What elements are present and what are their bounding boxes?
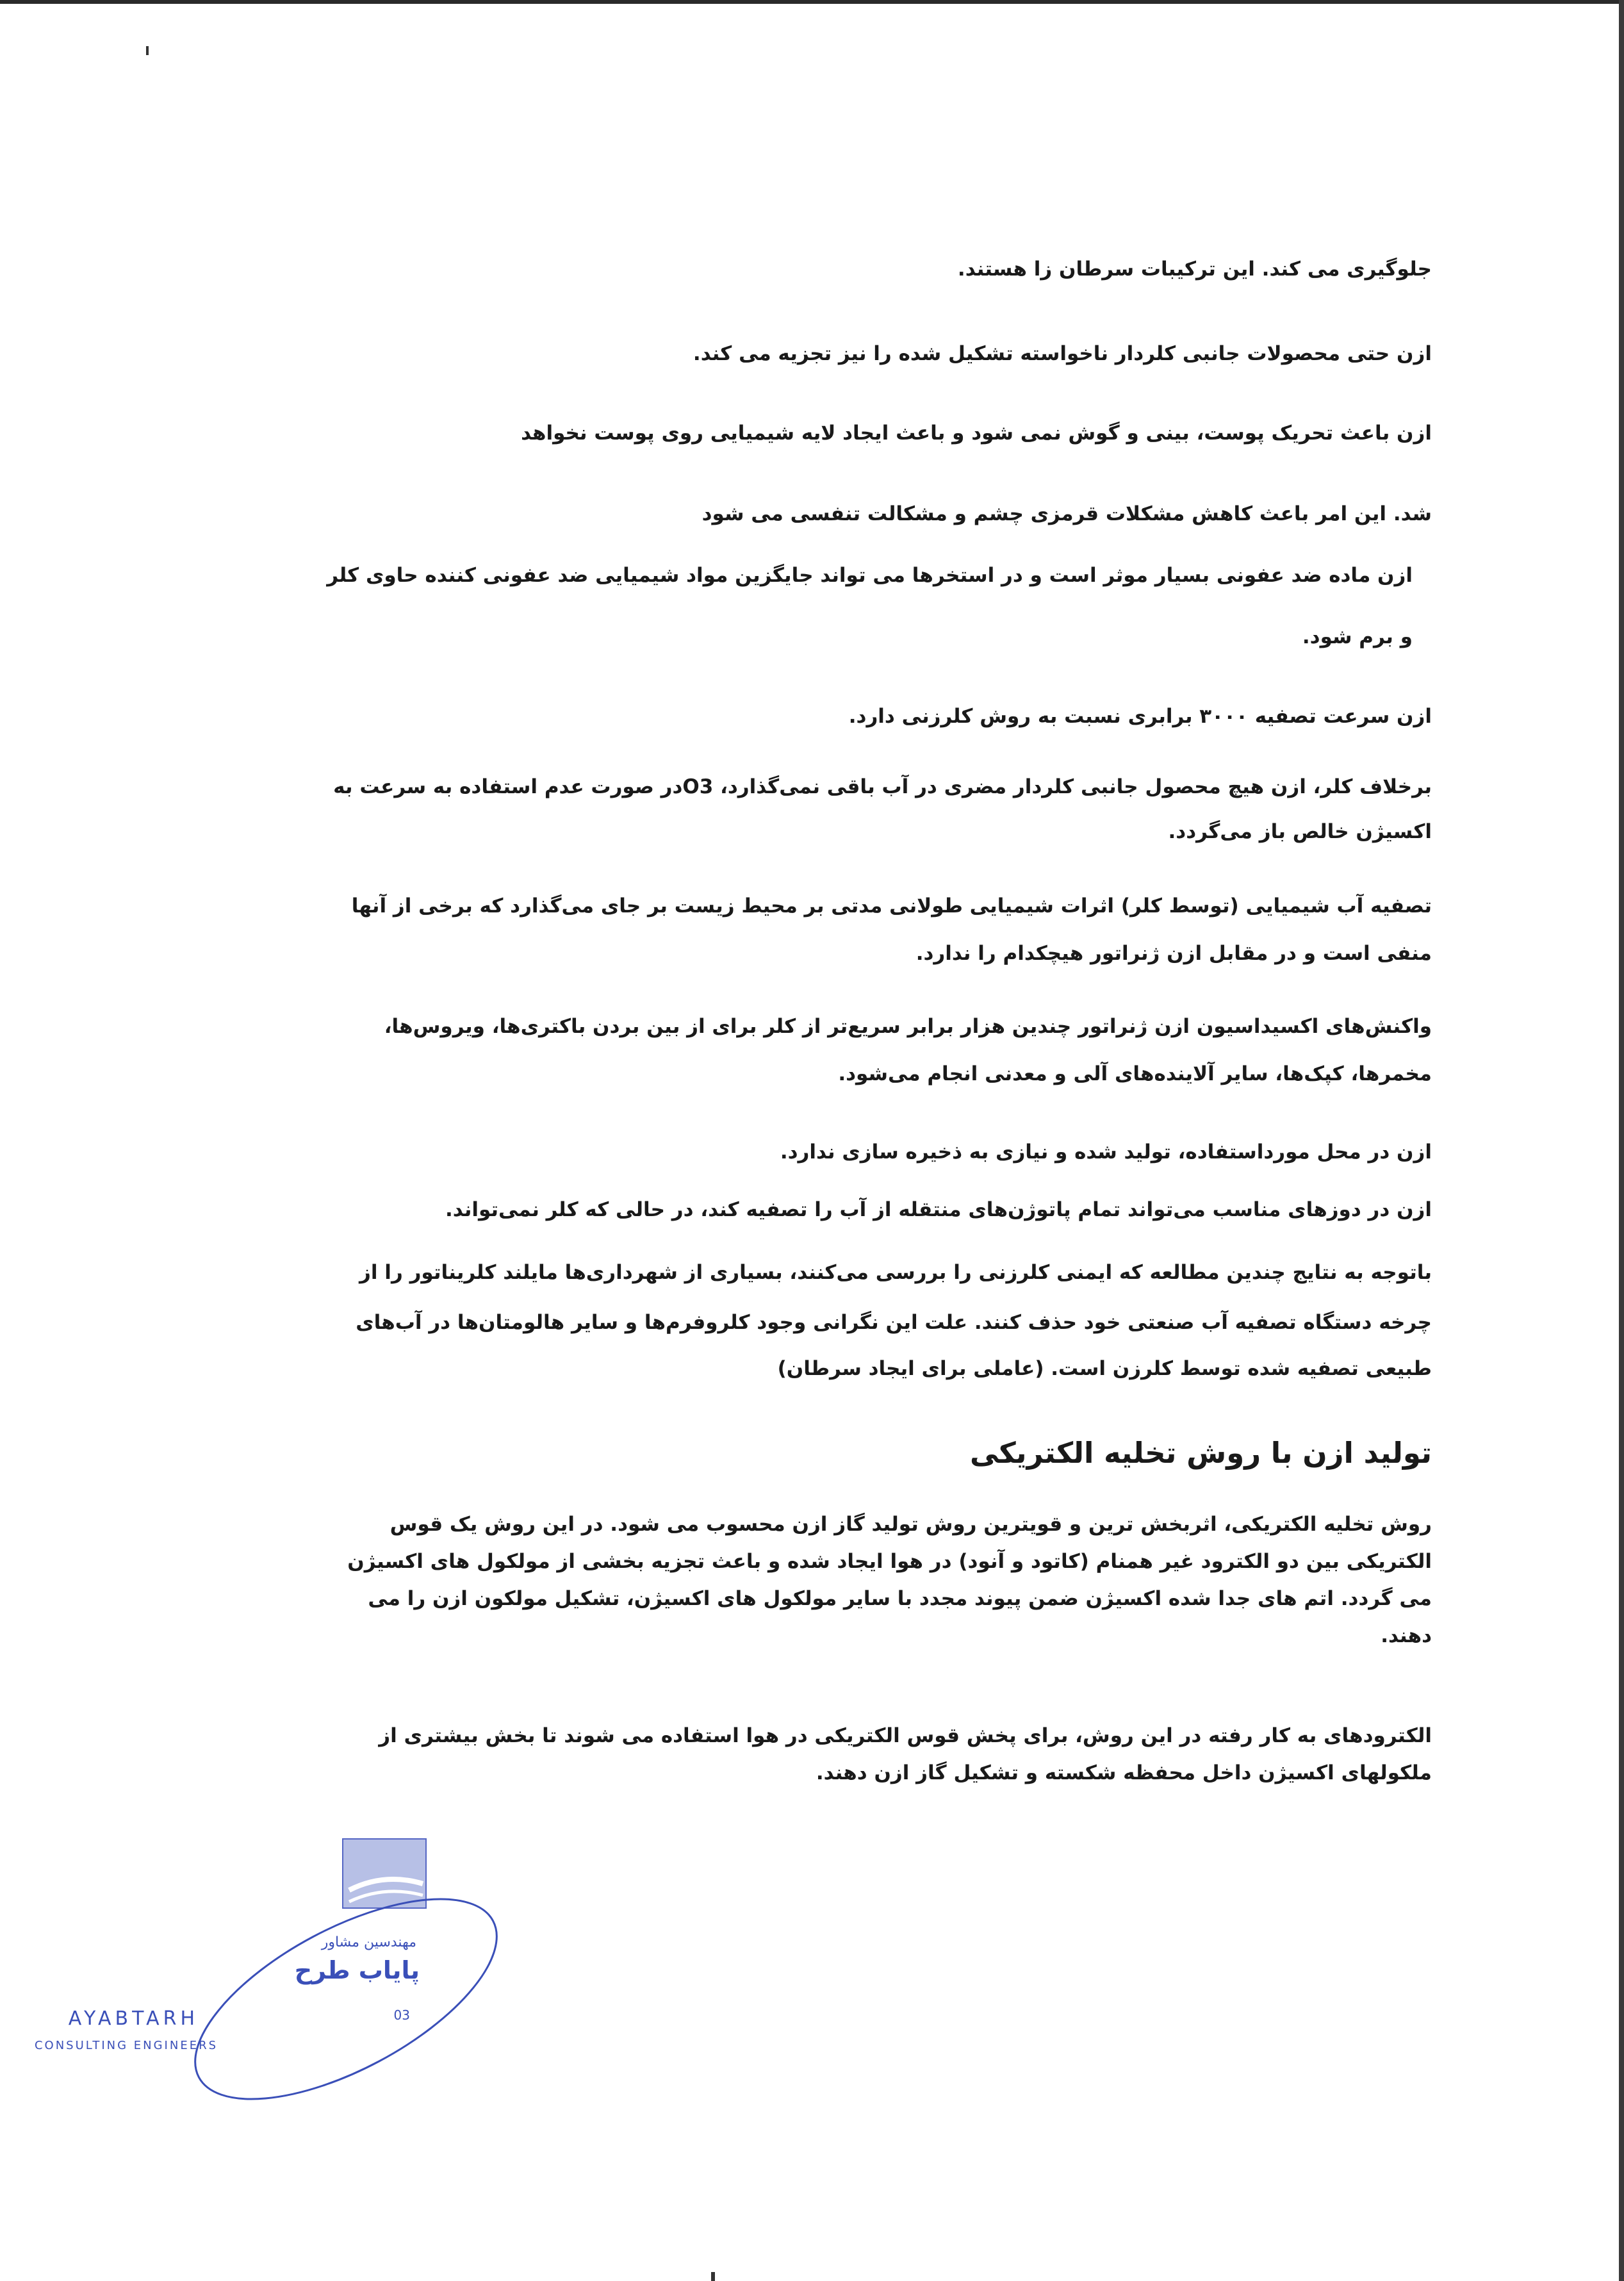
text-line: ازن ماده ضد عفونی بسیار موثر است و در استخرها می تواند جایگزین مواد شیمیایی ضد عفونی کننده حاوی کلر	[327, 564, 1413, 587]
text-line: چرخه دستگاه تصفیه آب صنعتی خود حذف کنند. علت این نگرانی وجود کلروفرم‌ها و سایر هالومتان‌ها در آب‌های	[356, 1311, 1432, 1334]
stamp-name-en: AYABTARH	[68, 2007, 199, 2030]
stamp-name-fa: پایاب طرح	[294, 1956, 420, 1984]
text-line: می گردد. اتم های جدا شده اکسیژن ضمن پیوند مجدد با سایر مولکول های اکسیژن، تشکیل مولکون ازن را می	[368, 1587, 1432, 1610]
text-line: ازن سرعت تصفیه ۳۰۰۰ برابری نسبت به روش کلرزنی دارد.	[848, 705, 1432, 728]
text-line: برخلاف کلر، ازن هیچ محصول جانبی کلردار مضری در آب باقی نمی‌گذارد، O3در صورت عدم استفاده به سرعت به	[333, 775, 1432, 798]
scan-right-edge	[1619, 0, 1624, 2281]
stamp-title-fa: مهندسین مشاور	[321, 1934, 416, 1950]
scan-speck	[146, 46, 149, 55]
paragraph-pathogens	[183, 1192, 1432, 1228]
section-paragraph-method	[183, 1506, 1432, 1654]
stamp-graphic	[34, 1813, 500, 2108]
paragraph-cancer	[183, 251, 1432, 287]
paragraph-skin	[183, 415, 1432, 451]
paragraph-no-residue	[183, 769, 1432, 850]
text-line: ازن در محل مورداستفاده، تولید شده و نیازی به ذخیره سازی ندارد.	[780, 1140, 1432, 1164]
text-line: و برم شود.	[1302, 625, 1413, 648]
stamp-code: 03	[393, 2007, 410, 2023]
paragraph-byproducts	[183, 336, 1432, 372]
paragraph-municipalities	[183, 1255, 1432, 1387]
paragraph-on-site	[183, 1134, 1432, 1170]
paragraph-eye	[183, 496, 1432, 532]
text-line: واکنش‌های اکسیداسیون ازن ژنراتور چندین هزار برابر سریع‌تر از کلر برای از بین بردن باکتری‌ها، ویروس‌ها،	[384, 1015, 1432, 1038]
scan-top-edge	[0, 0, 1624, 4]
scan-speck	[711, 2272, 715, 2281]
text-line: تصفیه آب شیمیایی (توسط کلر) اثرات شیمیایی طولانی مدتی بر محیط زیست بر جای می‌گذارد که برخی از آنها	[351, 894, 1432, 918]
text-line: باتوجه به نتایج چندین مطالعه که ایمنی کلرزنی را بررسی می‌کنند، بسیاری از شهرداری‌ها مایلند کلریناتور را از	[359, 1261, 1432, 1284]
section-heading: تولید ازن با روش تخلیه الکتریکی	[969, 1436, 1432, 1470]
company-stamp	[34, 1813, 500, 2108]
text-line: جلوگیری می کند. این ترکیبات سرطان زا هستند.	[957, 258, 1432, 281]
text-line: الکتریکی بین دو الکترود غیر همنام (کاتود و آنود) در هوا ایجاد شده و باعث تجزیه بخشی از مولکول های اکسیژن	[347, 1550, 1432, 1573]
text-line: منفی است و در مقابل ازن ژنراتور هیچکدام را ندارد.	[915, 942, 1432, 965]
text-line: شد. این امر باعث کاهش مشکلات قرمزی چشم و مشکالت تنفسی می شود	[701, 502, 1432, 525]
text-line: اکسیژن خالص باز می‌گردد.	[1168, 820, 1432, 843]
text-line: مخمرها، کپک‌ها، سایر آلاینده‌های آلی و معدنی انجام می‌شود.	[838, 1062, 1432, 1085]
paragraph-environment	[183, 888, 1432, 971]
stamp-subtitle-en: CONSULTING ENGINEERS	[34, 2039, 218, 2052]
text-line: ازن باعث تحریک پوست، بینی و گوش نمی شود و باعث ایجاد لایه شیمیایی روی پوست نخواهد	[521, 422, 1432, 445]
paragraph-pools	[163, 557, 1413, 655]
section-paragraph-electrodes	[183, 1717, 1432, 1791]
text-line: ازن حتی محصولات جانبی کلردار ناخواسته تشکیل شده را نیز تجزیه می کند.	[693, 342, 1432, 365]
paragraph-oxidation	[183, 1009, 1432, 1092]
text-line: طبیعی تصفیه شده توسط کلرزن است. (عاملی برای ایجاد سرطان)	[777, 1357, 1432, 1380]
text-line: الکترودهای به کار رفته در این روش، برای پخش قوس الکتریکی در هوا استفاده می شوند تا بخش بیشتری از	[379, 1724, 1432, 1747]
paragraph-speed	[183, 698, 1432, 734]
text-line: ازن در دوزهای مناسب می‌تواند تمام پاتوژن‌های منتقله از آب را تصفیه کند، در حالی که کلر نمی‌تواند.	[445, 1198, 1432, 1221]
text-line: روش تخلیه الکتریکی، اثربخش ترین و قویترین روش تولید گاز ازن محسوب می شود. در این روش یک قوس	[390, 1513, 1432, 1536]
text-line: دهند.	[1381, 1624, 1432, 1647]
text-line: ملکولهای اکسیژن داخل محفظه شکسته و تشکیل گاز ازن دهند.	[816, 1761, 1432, 1784]
